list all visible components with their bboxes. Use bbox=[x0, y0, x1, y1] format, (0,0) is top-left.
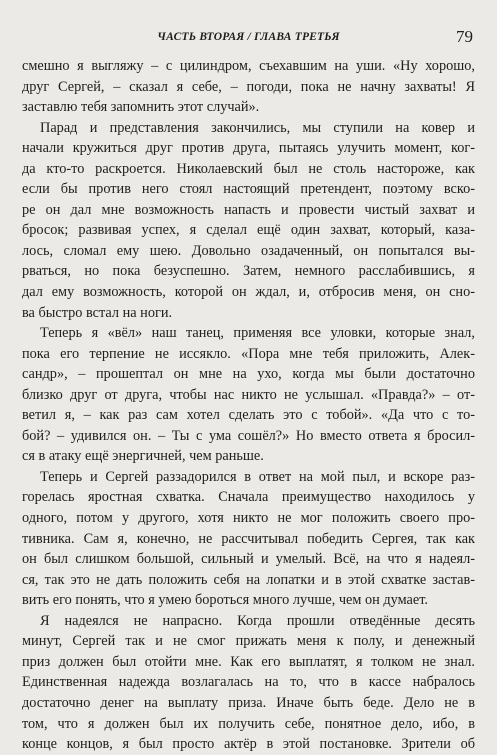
body-text bbox=[22, 56, 475, 755]
text-line: ва быстро встал на ноги. bbox=[22, 304, 173, 321]
paragraph-first-line: Теперь и Сергей раззадорился в ответ на мой пыл, и вскоре раз- bbox=[40, 468, 475, 485]
text-line: приз должен был отойти мне. Как его выплатят, я толком не знал. bbox=[22, 653, 475, 670]
text-line: горелась яростная схватка. Сначала преимущество находилось у bbox=[22, 489, 475, 506]
text-line: близко друг от друга, чтобы нас никто не услышал. «Правда?» – от- bbox=[22, 386, 475, 403]
text-line: смешно я выгляжу – с цилиндром, съехавшим на уши. «Ну хорошо, bbox=[22, 58, 475, 74]
text-line: ся, так это не дать положить себя на лопатки и в этой схватке застав- bbox=[22, 571, 475, 588]
text-line: ре он дал мне возможность напасть и провести чистый захват и bbox=[22, 201, 475, 218]
text-line: минут, Сергей так и не смог прижать меня к полу, и денежный bbox=[22, 633, 475, 650]
text-line: том, что я должен был их получить себе, понятное дело, ибо, в bbox=[22, 715, 475, 732]
text-line: если бы против него стоял настоящий претендент, поэтому вско- bbox=[22, 181, 475, 198]
paragraph-first-line: Парад и представления закончились, мы ступили на ковер и bbox=[40, 119, 475, 136]
text-line: рваться, но пока безуспешно. Затем, немного расслабившись, я bbox=[22, 263, 475, 280]
text-line: лось, сломал ему шею. Довольно озадаченный, он попытался вы- bbox=[22, 242, 475, 259]
text-line: друг Сергей, – сказал я себе, – погоди, пока не начну захваты! Я bbox=[22, 78, 475, 95]
text-line: бросок; развивая успех, я сделал ещё один захват, который, каза- bbox=[22, 222, 475, 239]
running-head bbox=[22, 27, 475, 49]
text-line: дал ему возможность, которой он ждал, и, отбросив меня, он сно- bbox=[22, 284, 475, 301]
running-title: ЧАСТЬ ВТОРАЯ / ГЛАВА ТРЕТЬЯ bbox=[157, 31, 340, 43]
text-line: бой? – удивился он. – Ты с ума сошёл?» Но вместо ответа я бросил- bbox=[22, 427, 475, 444]
text-line: заставлю тебя запомнить этот случай». bbox=[22, 99, 260, 116]
text-line: он был слишком большой, сильный и умелый. Всё, на что я надеял- bbox=[22, 551, 475, 568]
text-line: начали кружиться друг против друга, пытаясь улучить момент, ког- bbox=[22, 140, 475, 157]
text-line: Единственная надежда возлагалась на то, что в кассе набралось bbox=[22, 674, 475, 691]
text-line: достаточно денег на выплату приза. Иначе быть беде. Дело не в bbox=[22, 694, 475, 711]
paragraph-first-line: Теперь я «вёл» наш танец, применяя все уловки, которые знал, bbox=[40, 325, 475, 342]
text-line: одного, потом у другого, хотя никто не мог положить своего про- bbox=[22, 510, 475, 527]
paragraph-first-line: Я надеялся не напрасно. Когда прошли отведённые десять bbox=[40, 612, 475, 629]
text-line: ся в атаку ещё энергичней, чем раньше. bbox=[22, 448, 264, 465]
page-number: 79 bbox=[456, 27, 473, 46]
text-line: конце концов, я был просто актёр в этой постановке. Зрители об bbox=[22, 736, 475, 753]
text-line: да кто-то раскроется. Николаевский был не столь настороже, как bbox=[22, 160, 475, 177]
text-line: сандр», – прошептал он мне на ухо, когда мы были достаточно bbox=[22, 366, 475, 383]
text-line: вить его понять, что я умею бороться много лучше, чем он думает. bbox=[22, 592, 428, 609]
text-line: ветил я, – как раз сам хотел сделать это с тобой». «Да что с то- bbox=[22, 407, 475, 424]
text-line: пока его терпение не иссякло. «Пора мне тебя приложить, Алек- bbox=[22, 345, 475, 362]
text-line: тивника. Сам я, конечно, не рассчитывал победить Сергея, так как bbox=[22, 530, 475, 547]
